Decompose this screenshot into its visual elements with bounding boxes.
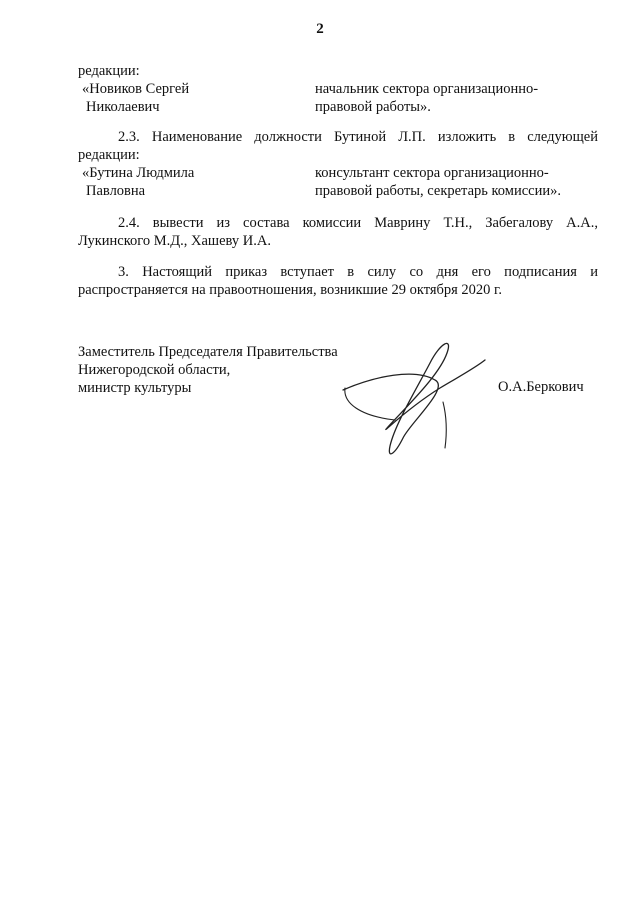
signer-name: О.А.Беркович: [498, 379, 584, 395]
section-label: редакции:: [78, 63, 140, 79]
page-number: 2: [316, 21, 324, 37]
section-effective: [78, 263, 598, 299]
member-row: [78, 164, 598, 200]
member-position-line2: правовой работы».: [315, 99, 431, 115]
member-name-line2: Павловна: [86, 183, 146, 199]
signatory-title: [78, 343, 378, 397]
signatory-title-line1: Заместитель Председателя Правительства: [78, 344, 338, 360]
section-removal: [78, 214, 598, 250]
signatory-title-line2: Нижегородской области,: [78, 362, 231, 378]
signatory-title-line3: министр культуры: [78, 380, 192, 396]
section-butina: [78, 128, 598, 200]
paragraph-3: 3. Настоящий приказ вступает в силу со дня его подписания и распространяется на правоотношения, возникшие 29 октября 2020 г.: [78, 264, 598, 298]
member-name-line1: «Новиков Сергей: [82, 81, 190, 97]
member-position: [315, 80, 598, 116]
member-name: [78, 80, 315, 116]
member-name-line1: «Бутина Людмила: [82, 165, 195, 181]
member-name: [78, 164, 315, 200]
handwritten-signature: [335, 328, 495, 460]
paragraph-2-3: 2.3. Наименование должности Бутиной Л.П. изложить в следующей редакции:: [78, 129, 598, 163]
section-novikov: [78, 62, 598, 116]
member-position-line2: правовой работы, секретарь комиссии».: [315, 183, 561, 199]
member-row: [78, 80, 598, 116]
member-position-line1: начальник сектора организационно-: [315, 81, 539, 97]
member-name-line2: Николаевич: [86, 99, 160, 115]
paragraph-2-4: 2.4. вывести из состава комиссии Маврину Т.Н., Забегалову А.А., Лукинского М.Д., Хашеву И.А.: [78, 215, 598, 249]
member-position-line1: консультант сектора организационно-: [315, 165, 549, 181]
member-position: [315, 164, 598, 200]
